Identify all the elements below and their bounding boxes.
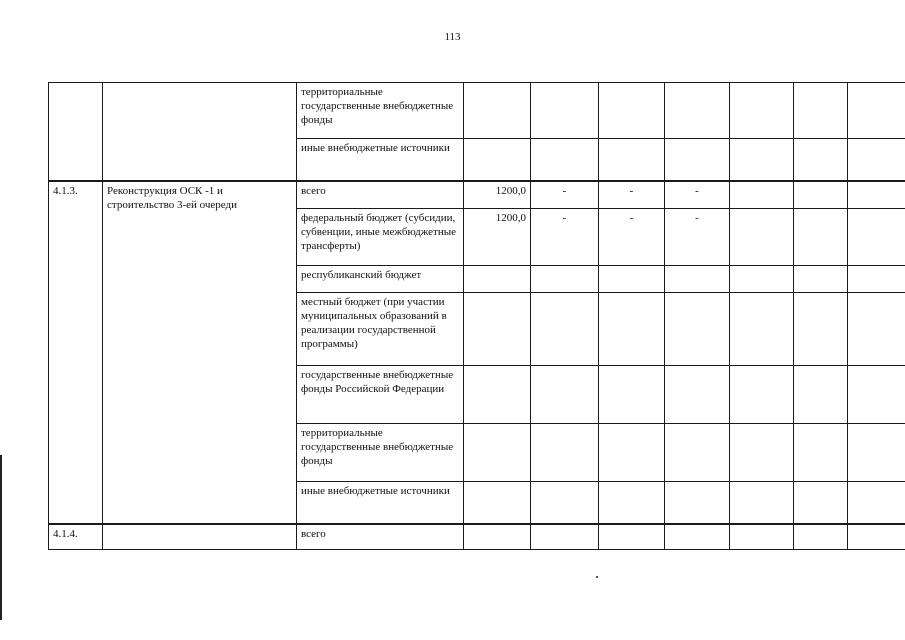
scan-margin-mark (0, 612, 2, 620)
source-cell: территориальные государственные внебюджетные фонды (297, 83, 464, 139)
scan-margin-mark (0, 455, 2, 615)
dash-cell: - (599, 209, 665, 266)
table-row (49, 83, 905, 139)
table-row (49, 181, 905, 209)
item-number: 4.1.4. (49, 524, 103, 550)
dash-cell: - (531, 181, 599, 209)
funding-table (48, 82, 905, 550)
amount-cell: 1200,0 (464, 181, 531, 209)
table-row (49, 524, 905, 550)
dash-cell: - (665, 209, 730, 266)
source-cell: иные внебюджетные источники (297, 482, 464, 524)
dash-cell: - (665, 181, 730, 209)
title-cell (103, 83, 297, 181)
source-cell: территориальные государственные внебюджетные фонды (297, 424, 464, 482)
number-cell (49, 83, 103, 181)
source-cell: местный бюджет (при участии муниципальных образований в реализации государственной программы) (297, 293, 464, 366)
source-cell: республиканский бюджет (297, 266, 464, 293)
source-cell: всего (297, 524, 464, 550)
scan-speck (596, 576, 598, 578)
source-cell: всего (297, 181, 464, 209)
amount-cell: 1200,0 (464, 209, 531, 266)
source-cell: иные внебюджетные источники (297, 139, 464, 181)
item-number: 4.1.3. (49, 181, 103, 524)
item-title (103, 524, 297, 550)
item-title: Реконструкция ОСК -1 и строительство 3-ей очереди (103, 181, 297, 524)
dash-cell: - (599, 181, 665, 209)
page-number: 113 (444, 31, 461, 43)
source-cell: федеральный бюджет (субсидии, субвенции, иные межбюджетные трансферты) (297, 209, 464, 266)
source-cell: государственные внебюджетные фонды Российской Федерации (297, 366, 464, 424)
dash-cell: - (531, 209, 599, 266)
